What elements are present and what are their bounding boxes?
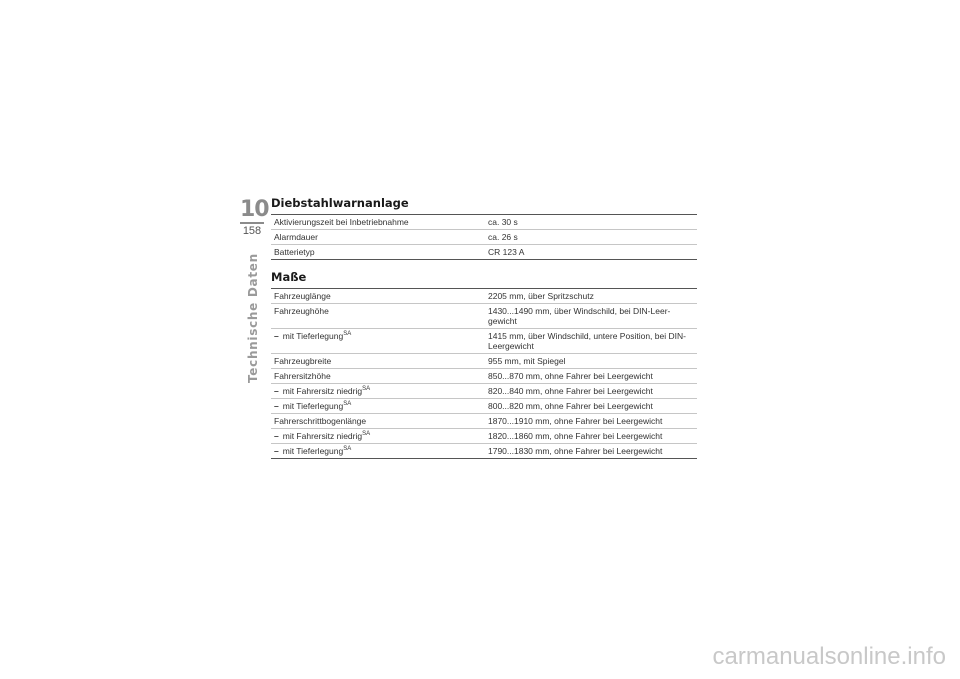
option-marker: SA bbox=[343, 401, 352, 407]
row-label-cell bbox=[271, 289, 485, 304]
table-row bbox=[271, 414, 697, 429]
row-label-cell bbox=[271, 245, 485, 260]
row-label: mit Tieferlegung bbox=[282, 331, 344, 341]
sub-item-dash: – bbox=[274, 446, 279, 456]
row-label: mit Fahrersitz niedrig bbox=[282, 386, 363, 396]
row-label-cell bbox=[271, 369, 485, 384]
table-row bbox=[271, 230, 697, 245]
row-label-cell bbox=[271, 429, 485, 444]
option-marker: SA bbox=[343, 331, 352, 337]
row-value: ca. 30 s bbox=[485, 215, 697, 230]
row-label: Batterietyp bbox=[274, 247, 315, 257]
watermark: carmanualsonline.info bbox=[712, 643, 946, 670]
row-label-cell bbox=[271, 384, 485, 399]
page-content bbox=[271, 196, 697, 469]
row-label: mit Fahrersitz niedrig bbox=[282, 431, 363, 441]
row-label: Fahrersitzhöhe bbox=[274, 371, 331, 381]
row-value: 1430...1490 mm, über Windschild, bei DIN-Leer-gewicht bbox=[485, 304, 697, 329]
sub-item-dash: – bbox=[274, 386, 279, 396]
table-row bbox=[271, 369, 697, 384]
table-row bbox=[271, 329, 697, 354]
table-row bbox=[271, 399, 697, 414]
chapter-side-title: Technische Daten bbox=[246, 253, 260, 383]
row-value: 2205 mm, über Spritzschutz bbox=[485, 289, 697, 304]
row-value: 820...840 mm, ohne Fahrer bei Leergewicht bbox=[485, 384, 697, 399]
row-label: Aktivierungszeit bei Inbetriebnahme bbox=[274, 217, 409, 227]
row-label: Fahrzeuglänge bbox=[274, 291, 331, 301]
alarm-table bbox=[271, 214, 697, 260]
page-number: 158 bbox=[242, 225, 262, 237]
table-row bbox=[271, 245, 697, 260]
section-dimensions bbox=[271, 270, 697, 459]
table-row bbox=[271, 354, 697, 369]
table-row bbox=[271, 384, 697, 399]
row-label: mit Tieferlegung bbox=[282, 401, 344, 411]
row-label-cell bbox=[271, 414, 485, 429]
row-value: 800...820 mm, ohne Fahrer bei Leergewicht bbox=[485, 399, 697, 414]
row-value: CR 123 A bbox=[488, 247, 525, 257]
row-label: Fahrzeughöhe bbox=[274, 306, 329, 316]
row-label-cell bbox=[271, 230, 485, 245]
row-value: ca. 26 s bbox=[485, 230, 697, 245]
table-row bbox=[271, 304, 697, 329]
table-row bbox=[271, 215, 697, 230]
row-label: mit Tieferlegung bbox=[282, 446, 344, 456]
row-value: 955 mm, mit Spiegel bbox=[485, 354, 697, 369]
option-marker: SA bbox=[343, 446, 352, 452]
row-label-cell bbox=[271, 329, 485, 354]
row-value: 1415 mm, über Windschild, untere Position, bei DIN-Leergewicht bbox=[485, 329, 697, 354]
sub-item-dash: – bbox=[274, 431, 279, 441]
row-value: 1870...1910 mm, ohne Fahrer bei Leergewicht bbox=[485, 414, 697, 429]
chapter-divider bbox=[240, 222, 264, 224]
sub-item-dash: – bbox=[274, 401, 279, 411]
row-label-cell bbox=[271, 444, 485, 459]
row-label-cell bbox=[271, 399, 485, 414]
option-marker: SA bbox=[362, 431, 371, 437]
table-row bbox=[271, 444, 697, 459]
row-label: Fahrerschrittbogenlänge bbox=[274, 416, 367, 426]
row-label-cell bbox=[271, 354, 485, 369]
section-alarm bbox=[271, 196, 697, 260]
table-row bbox=[271, 289, 697, 304]
sub-item-dash: – bbox=[274, 331, 279, 341]
option-marker: SA bbox=[362, 386, 371, 392]
row-label: Fahrzeugbreite bbox=[274, 356, 332, 366]
row-label-cell bbox=[271, 215, 485, 230]
dimensions-table bbox=[271, 288, 697, 459]
chapter-number: 10 bbox=[240, 197, 269, 222]
row-label-cell bbox=[271, 304, 485, 329]
row-value: 1790...1830 mm, ohne Fahrer bei Leergewicht bbox=[488, 446, 663, 456]
section-title: Diebstahlwarnanlage bbox=[271, 196, 409, 210]
section-title: Maße bbox=[271, 270, 307, 284]
table-row bbox=[271, 429, 697, 444]
row-value: 850...870 mm, ohne Fahrer bei Leergewicht bbox=[485, 369, 697, 384]
row-value: 1820...1860 mm, ohne Fahrer bei Leergewicht bbox=[485, 429, 697, 444]
row-label: Alarmdauer bbox=[274, 232, 318, 242]
